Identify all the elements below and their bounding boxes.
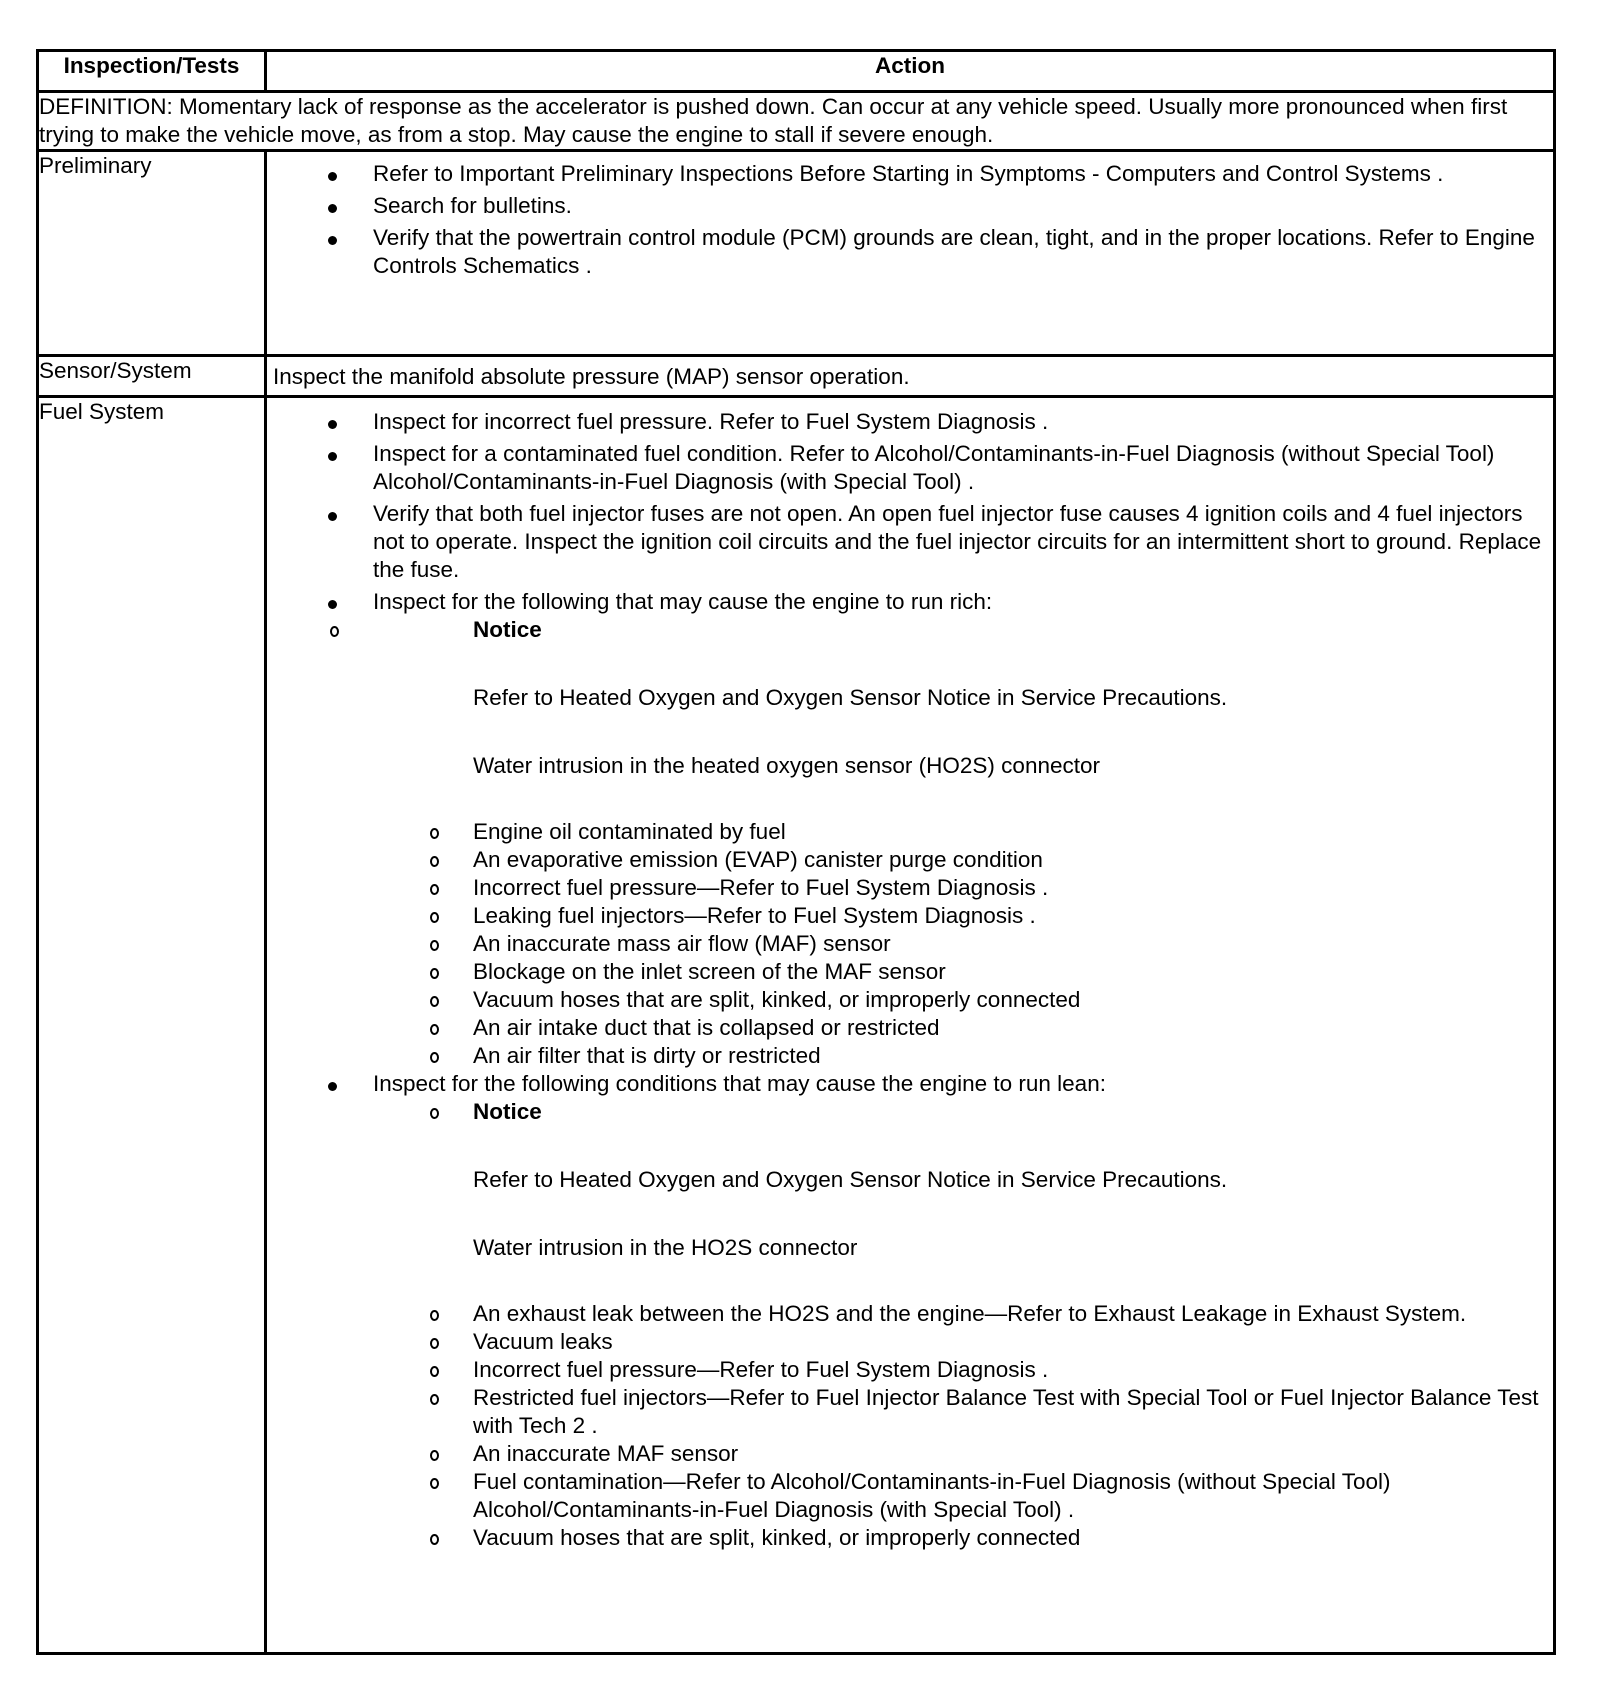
lean-intro: Inspect for the following conditions that may cause the engine to run lean: bbox=[373, 1071, 1106, 1096]
list-item bbox=[373, 874, 1553, 902]
circle-bullet-icon bbox=[430, 1310, 439, 1321]
rich-sublist bbox=[373, 616, 1553, 818]
circle-bullet-icon bbox=[430, 1394, 439, 1405]
list-item bbox=[267, 440, 1553, 496]
circle-bullet-icon bbox=[430, 1338, 439, 1349]
notice-item: Water intrusion in the heated oxygen sensor (HO2S) connector bbox=[473, 753, 1100, 778]
preliminary-item-text: Verify that the powertrain control module (PCM) grounds are clean, tight, and in the proper locations. Refer to Engine Controls Schematics . bbox=[373, 225, 1535, 278]
list-item bbox=[373, 1328, 1553, 1356]
circle-bullet-icon bbox=[430, 1534, 439, 1545]
list-item bbox=[267, 160, 1553, 188]
lean-item-text: An exhaust leak between the HO2S and the engine—Refer to Exhaust Leakage in Exhaust System. bbox=[473, 1301, 1467, 1326]
list-item bbox=[373, 930, 1553, 958]
notice-text: Refer to Heated Oxygen and Oxygen Sensor Notice in Service Precautions. bbox=[473, 685, 1228, 710]
list-item bbox=[373, 958, 1553, 986]
lean-item-text: Vacuum leaks bbox=[473, 1329, 613, 1354]
rich-item-text: Incorrect fuel pressure—Refer to Fuel System Diagnosis . bbox=[473, 875, 1049, 900]
circle-bullet-icon bbox=[430, 1108, 439, 1119]
circle-bullet-icon bbox=[430, 996, 439, 1007]
fuel-list bbox=[267, 408, 1553, 1552]
rich-items bbox=[373, 818, 1553, 1070]
sensor-label: Sensor/System bbox=[38, 356, 266, 397]
list-item bbox=[267, 224, 1553, 280]
sensor-text: Inspect the manifold absolute pressure (MAP) sensor operation. bbox=[273, 364, 910, 389]
bullet-icon bbox=[328, 1082, 337, 1091]
header-inspection-tests: Inspection/Tests bbox=[38, 51, 266, 92]
circle-bullet-icon bbox=[430, 940, 439, 951]
list-item bbox=[373, 1524, 1553, 1552]
sensor-action bbox=[266, 356, 1555, 397]
fuel-item-text: Inspect for a contaminated fuel condition. Refer to Alcohol/Contaminants-in-Fuel Diagnosis (without Special Tool) Alcohol/Contaminants-in-Fuel Diagnosis (with Special Tool) . bbox=[373, 441, 1495, 494]
bullet-icon bbox=[328, 452, 337, 461]
preliminary-list bbox=[267, 160, 1553, 280]
fuel-item-text: Verify that both fuel injector fuses are not open. An open fuel injector fuse causes 4 ignition coils and 4 fuel injectors not to operate. Inspect the ignition coil circuits and the fuel injector circuits for an intermittent short to ground. Replace the fuse. bbox=[373, 501, 1542, 582]
circle-bullet-icon bbox=[430, 1478, 439, 1489]
list-item bbox=[267, 500, 1553, 584]
list-item bbox=[373, 1042, 1553, 1070]
list-item bbox=[373, 986, 1553, 1014]
notice-title: Notice bbox=[473, 1099, 542, 1124]
lean-item-text: Vacuum hoses that are split, kinked, or improperly connected bbox=[473, 1525, 1081, 1550]
lean-sublist bbox=[373, 1098, 1553, 1300]
diagnostic-table bbox=[36, 49, 1556, 1655]
fuel-row bbox=[38, 397, 1555, 1654]
list-item bbox=[267, 192, 1553, 220]
circle-bullet-icon bbox=[430, 968, 439, 979]
bullet-icon bbox=[328, 204, 337, 213]
bullet-icon bbox=[328, 236, 337, 245]
lean-item-text: Restricted fuel injectors—Refer to Fuel Injector Balance Test with Special Tool or Fuel Injector Balance Test with Tech 2 . bbox=[473, 1385, 1539, 1438]
list-item bbox=[373, 1014, 1553, 1042]
header-row bbox=[38, 51, 1555, 92]
circle-bullet-icon bbox=[430, 1024, 439, 1035]
lean-items bbox=[373, 1300, 1553, 1552]
rich-item-text: Engine oil contaminated by fuel bbox=[473, 819, 786, 844]
bullet-icon bbox=[328, 172, 337, 181]
fuel-actions bbox=[266, 397, 1555, 1654]
rich-item-text: An air intake duct that is collapsed or restricted bbox=[473, 1015, 940, 1040]
lean-item-text: An inaccurate MAF sensor bbox=[473, 1441, 739, 1466]
preliminary-row bbox=[38, 151, 1555, 356]
notice-text: Refer to Heated Oxygen and Oxygen Sensor Notice in Service Precautions. bbox=[473, 1167, 1228, 1192]
rich-item-text: Vacuum hoses that are split, kinked, or improperly connected bbox=[473, 987, 1081, 1012]
fuel-item-text: Inspect for incorrect fuel pressure. Refer to Fuel System Diagnosis . bbox=[373, 409, 1049, 434]
list-item bbox=[267, 408, 1553, 436]
circle-bullet-icon bbox=[430, 1366, 439, 1377]
rich-intro: Inspect for the following that may cause the engine to run rich: bbox=[373, 589, 993, 614]
preliminary-item-text: Refer to Important Preliminary Inspections Before Starting in Symptoms - Computers and Control Systems . bbox=[373, 161, 1444, 186]
rich-item-text: Blockage on the inlet screen of the MAF sensor bbox=[473, 959, 946, 984]
definition-text: DEFINITION: Momentary lack of response as the accelerator is pushed down. Can occur at any vehicle speed. Usually more pronounced when first trying to make the vehicle move, as from a stop. May cause the engine to stall if severe enough. bbox=[38, 92, 1555, 151]
rich-item-text: An inaccurate mass air flow (MAF) sensor bbox=[473, 931, 891, 956]
list-item bbox=[273, 616, 1553, 818]
rich-item-text: Leaking fuel injectors—Refer to Fuel System Diagnosis . bbox=[473, 903, 1036, 928]
fuel-label: Fuel System bbox=[38, 397, 266, 1654]
bullet-icon bbox=[328, 600, 337, 609]
notice-title: Notice bbox=[473, 617, 542, 642]
lean-item-text: Fuel contamination—Refer to Alcohol/Contaminants-in-Fuel Diagnosis (without Special Tool) Alcohol/Contaminants-in-Fuel Diagnosis (with Special Tool) . bbox=[473, 1469, 1391, 1522]
lean-item-text: Incorrect fuel pressure—Refer to Fuel System Diagnosis . bbox=[473, 1357, 1049, 1382]
list-item bbox=[373, 902, 1553, 930]
preliminary-label: Preliminary bbox=[38, 151, 266, 356]
circle-bullet-icon bbox=[430, 1052, 439, 1063]
list-item bbox=[373, 846, 1553, 874]
circle-bullet-icon bbox=[430, 884, 439, 895]
sensor-row bbox=[38, 356, 1555, 397]
circle-bullet-icon bbox=[330, 626, 339, 637]
notice-item: Water intrusion in the HO2S connector bbox=[473, 1235, 858, 1260]
preliminary-actions bbox=[266, 151, 1555, 356]
preliminary-item-text: Search for bulletins. bbox=[373, 193, 572, 218]
bullet-icon bbox=[328, 512, 337, 521]
circle-bullet-icon bbox=[430, 1450, 439, 1461]
bullet-icon bbox=[328, 420, 337, 429]
list-item bbox=[373, 1468, 1553, 1524]
circle-bullet-icon bbox=[430, 856, 439, 867]
list-item bbox=[373, 1356, 1553, 1384]
list-item bbox=[373, 1098, 1553, 1300]
rich-item-text: An evaporative emission (EVAP) canister purge condition bbox=[473, 847, 1043, 872]
header-action: Action bbox=[266, 51, 1555, 92]
rich-item-text: An air filter that is dirty or restricted bbox=[473, 1043, 821, 1068]
circle-bullet-icon bbox=[430, 912, 439, 923]
list-item bbox=[267, 588, 1553, 1070]
definition-row bbox=[38, 92, 1555, 151]
list-item bbox=[267, 1070, 1553, 1552]
list-item bbox=[373, 1440, 1553, 1468]
circle-bullet-icon bbox=[430, 828, 439, 839]
list-item bbox=[373, 818, 1553, 846]
list-item bbox=[373, 1384, 1553, 1440]
list-item bbox=[373, 1300, 1553, 1328]
